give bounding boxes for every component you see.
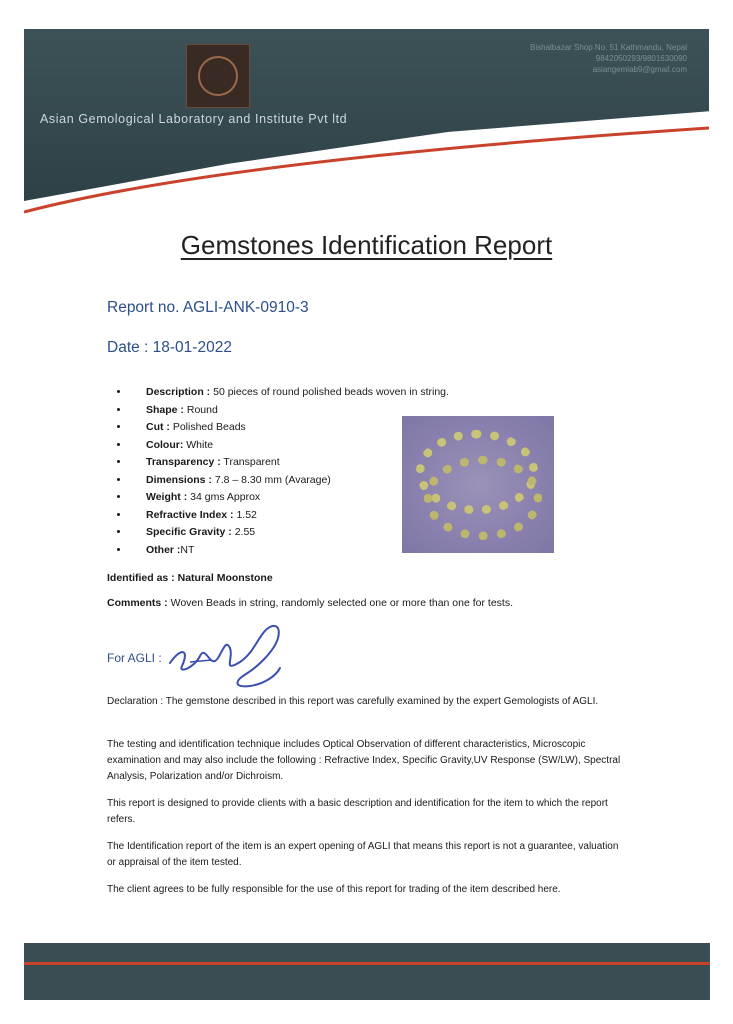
comments-value: Woven Beads in string, randomly selected one or more than one for tests. — [167, 597, 514, 609]
gemstone-photo — [402, 416, 554, 553]
comments — [107, 597, 513, 609]
property-description — [130, 384, 449, 402]
header-accent-line — [24, 120, 709, 220]
property-value: 7.8 – 8.30 mm (Avarage) — [211, 473, 331, 486]
property-value: Transparent — [220, 456, 280, 468]
contact-address: Bishalbazar Shop No. 51 Kathmandu, Nepal — [530, 43, 687, 52]
responsibility-paragraph: The client agrees to be fully responsible for the use of this report for trading of the item described here. — [107, 884, 561, 895]
report-number: Report no. AGLI-ANK-0910-3 — [107, 299, 309, 316]
identified-as — [107, 572, 273, 584]
identified-label: Identified as : — [107, 572, 175, 584]
property-label: Dimensions : — [146, 473, 212, 486]
property-label: Shape : — [146, 403, 184, 416]
property-value: Polished Beads — [169, 421, 246, 433]
property-label: Other : — [146, 543, 181, 556]
declaration-paragraph: Declaration : The gemstone described in this report was carefully examined by the expert Gemologists of AGLI. — [107, 696, 599, 707]
disclaimer-paragraph: The Identification report of the item is an expert opening of AGLI that means this report is not a guarantee, valuation or appraisal of the item tested. — [107, 841, 619, 868]
property-label: Weight : — [146, 491, 188, 503]
bead-string-ring — [424, 456, 542, 540]
property-value: NT — [180, 543, 195, 556]
identified-value: Natural Moonstone — [174, 572, 273, 584]
property-value: 50 pieces of round polished beads woven in string. — [210, 386, 449, 398]
logo-emblem-icon — [198, 56, 238, 96]
property-label: Transparency : — [146, 456, 221, 468]
footer-accent-line — [24, 962, 710, 965]
gemstone-properties — [112, 384, 449, 559]
property-value: 1.52 — [233, 508, 257, 521]
property-label: Colour: — [146, 438, 184, 451]
property-value: White — [183, 438, 214, 451]
testing-paragraph: The testing and identification technique includes Optical Observation of different characteristics, Microscopic examination and may also include the following : Refractive Index, Specific Gravity,UV Response (SW/LW), Spectral Analysis, Polarization and/or Dichroism. — [107, 739, 621, 782]
report-title: Gemstones Identification Report — [180, 230, 553, 260]
property-value: 2.55 — [231, 526, 256, 538]
property-label: Description : — [146, 386, 211, 398]
company-name: Asian Gemological Laboratory and Institute Pvt ltd — [40, 112, 348, 126]
property-label: Refractive Index : — [146, 508, 234, 521]
signature — [160, 618, 300, 693]
property-value: 34 gms Approx — [187, 491, 261, 503]
property-label: Specific Gravity : — [146, 526, 232, 538]
company-logo — [186, 44, 250, 108]
contact-email: asiangemlab9@gmail.com — [592, 65, 687, 74]
report-date: Date : 18-01-2022 — [107, 339, 232, 356]
for-agli-label: For AGLI : — [107, 651, 162, 665]
property-label: Cut : — [146, 421, 170, 433]
footer-banner — [24, 943, 710, 1000]
property-value: Round — [183, 403, 218, 416]
purpose-paragraph: This report is designed to provide clients with a basic description and identification for the item to which the report refers. — [107, 798, 608, 825]
contact-info — [530, 42, 687, 75]
contact-phone: 9842050293/9801630090 — [595, 54, 687, 63]
comments-label: Comments : — [107, 597, 168, 609]
